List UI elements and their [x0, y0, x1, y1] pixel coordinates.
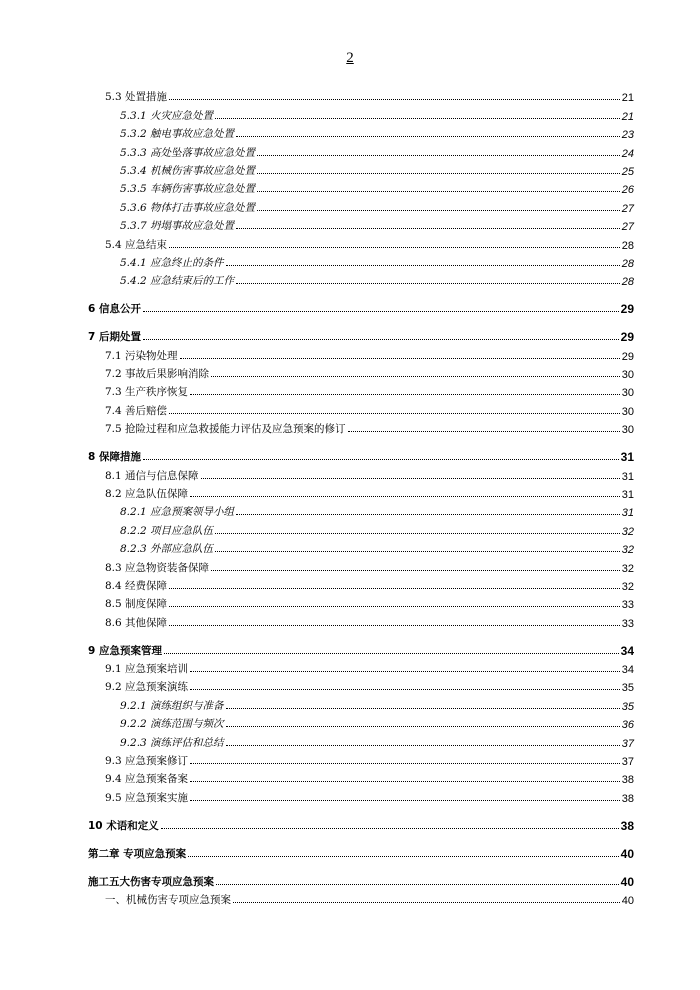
toc-entry-title: 8.6 其他保障 [105, 616, 168, 629]
toc-leader-dots [226, 745, 620, 746]
toc-entry[interactable] [88, 501, 634, 519]
toc-entry[interactable] [88, 786, 634, 804]
toc-leader-dots [211, 376, 620, 377]
toc-entry-page: 32 [621, 525, 634, 538]
toc-entry-page: 25 [621, 165, 634, 178]
toc-entry-title: 5.4 应急结束 [105, 238, 168, 251]
toc-leader-dots [236, 228, 620, 229]
toc-entry-page: 28 [621, 276, 634, 289]
toc-leader-dots [216, 884, 619, 885]
toc-entry-page: 33 [621, 617, 634, 630]
toc-entry-page: 33 [621, 599, 634, 612]
toc-entry-page: 31 [621, 507, 634, 520]
toc-entry[interactable] [88, 768, 634, 786]
toc-entry-title: 5.3.6 物体打击事故应急处置 [120, 201, 256, 214]
toc-entry-title: 9.2 应急预案演练 [105, 681, 189, 694]
toc-entry-page: 38 [620, 818, 634, 833]
toc-entry-page: 29 [620, 302, 634, 317]
toc-entry-title: 5.4.2 应急结束后的工作 [120, 275, 235, 288]
toc-entry-title: 8.2.2 项目应急队伍 [120, 524, 214, 537]
toc-entry-title: 一、机械伤害专项应急预案 [105, 894, 231, 907]
toc-leader-dots [169, 247, 620, 248]
toc-leader-dots [201, 478, 620, 479]
toc-entry-page: 30 [621, 369, 634, 382]
toc-entry-page: 26 [621, 184, 634, 197]
toc-entry[interactable] [88, 196, 634, 214]
toc-entry-page: 21 [621, 110, 634, 123]
toc-entry[interactable] [88, 141, 634, 159]
toc-entry-page: 27 [621, 221, 634, 234]
toc-entry[interactable] [88, 363, 634, 381]
toc-entry-page: 27 [621, 202, 634, 215]
toc-entry-page: 31 [620, 450, 634, 465]
toc-entry[interactable] [88, 639, 634, 657]
toc-entry-title: 7.3 生产秩序恢复 [105, 386, 189, 399]
toc-entry-title: 9.4 应急预案备案 [105, 773, 189, 786]
toc-leader-dots [257, 155, 620, 156]
toc-entry-page: 40 [621, 895, 634, 908]
toc-entry[interactable] [88, 870, 634, 888]
table-of-contents [88, 86, 634, 907]
toc-entry[interactable] [88, 676, 634, 694]
toc-entry[interactable] [88, 399, 634, 417]
toc-entry-page: 32 [621, 562, 634, 575]
toc-entry[interactable] [88, 750, 634, 768]
toc-entry[interactable] [88, 215, 634, 233]
toc-entry[interactable] [88, 298, 634, 316]
toc-entry-title: 5.3.5 车辆伤害事故应急处置 [120, 183, 256, 196]
toc-entry-title: 8.5 制度保障 [105, 598, 168, 611]
toc-leader-dots [215, 533, 620, 534]
toc-entry-page: 40 [620, 874, 634, 889]
toc-entry-title: 8.2.1 应急预案领导小组 [120, 506, 235, 519]
toc-entry[interactable] [88, 381, 634, 399]
toc-leader-dots [226, 726, 620, 727]
toc-entry-page: 30 [621, 424, 634, 437]
toc-entry-page: 32 [621, 544, 634, 557]
toc-entry-page: 28 [621, 257, 634, 270]
toc-entry-title: 10 术语和定义 [88, 819, 159, 832]
toc-entry[interactable] [88, 418, 634, 436]
toc-entry-page: 21 [621, 92, 634, 105]
toc-leader-dots [257, 173, 620, 174]
toc-leader-dots [169, 606, 620, 607]
toc-leader-dots [169, 413, 620, 414]
toc-entry[interactable] [88, 814, 634, 832]
toc-entry[interactable] [88, 464, 634, 482]
toc-leader-dots [190, 763, 620, 764]
toc-entry-page: 35 [621, 700, 634, 713]
toc-entry-title: 9.2.2 演练范围与频次 [120, 718, 224, 731]
toc-leader-dots [143, 339, 619, 340]
toc-entry[interactable] [88, 270, 634, 288]
toc-leader-dots [257, 210, 620, 211]
toc-entry-title: 8.3 应急物资装备保障 [105, 561, 210, 574]
toc-leader-dots [226, 265, 620, 266]
toc-entry-title: 5.3.3 高处坠落事故应急处置 [120, 146, 256, 159]
toc-entry-page: 34 [621, 664, 634, 677]
toc-entry-title: 9.2.3 演练评估和总结 [120, 736, 224, 749]
toc-entry[interactable] [88, 694, 634, 712]
toc-entry-title: 5.3.2 触电事故应急处置 [120, 128, 235, 141]
toc-leader-dots [190, 689, 620, 690]
toc-leader-dots [143, 459, 619, 460]
toc-entry-title: 9.5 应急预案实施 [105, 791, 189, 804]
toc-entry[interactable] [88, 86, 634, 104]
toc-leader-dots [190, 671, 620, 672]
toc-entry-page: 29 [620, 330, 634, 345]
toc-entry-page: 29 [621, 350, 634, 363]
toc-entry-title: 8 保障措施 [88, 451, 141, 464]
toc-entry[interactable] [88, 519, 634, 537]
toc-entry[interactable] [88, 160, 634, 178]
toc-entry[interactable] [88, 593, 634, 611]
toc-entry-title: 7 后期处置 [88, 331, 141, 344]
toc-entry-title: 5.3.4 机械伤害事故应急处置 [120, 164, 256, 177]
toc-leader-dots [348, 431, 620, 432]
toc-entry-page: 31 [621, 488, 634, 501]
toc-entry-page: 34 [620, 643, 634, 658]
toc-entry-page: 32 [621, 580, 634, 593]
toc-leader-dots [188, 856, 618, 857]
toc-entry[interactable] [88, 483, 634, 501]
toc-entry-title: 9 应急预案管理 [88, 644, 162, 657]
toc-entry-page: 30 [621, 387, 634, 400]
toc-leader-dots [190, 781, 620, 782]
toc-leader-dots [169, 99, 620, 100]
toc-entry-title: 8.2.3 外部应急队伍 [120, 543, 214, 556]
toc-entry-page: 37 [621, 737, 634, 750]
toc-entry-page: 23 [621, 129, 634, 142]
toc-leader-dots [226, 708, 620, 709]
toc-entry-title: 第二章 专项应急预案 [88, 847, 187, 860]
toc-leader-dots [190, 496, 620, 497]
toc-entry-title: 9.1 应急预案培训 [105, 663, 189, 676]
toc-entry[interactable] [88, 556, 634, 574]
toc-entry[interactable] [88, 713, 634, 731]
toc-entry[interactable] [88, 326, 634, 344]
toc-entry-page: 28 [621, 239, 634, 252]
page-number: 2 [346, 50, 354, 66]
toc-entry-title: 6 信息公开 [88, 303, 141, 316]
toc-entry[interactable] [88, 252, 634, 270]
toc-entry[interactable] [88, 178, 634, 196]
toc-leader-dots [215, 551, 620, 552]
toc-entry-page: 40 [620, 846, 634, 861]
toc-leader-dots [211, 570, 620, 571]
toc-entry[interactable] [88, 446, 634, 464]
toc-entry-title: 8.1 通信与信息保障 [105, 469, 199, 482]
toc-leader-dots [236, 136, 620, 137]
toc-entry[interactable] [88, 104, 634, 122]
toc-leader-dots [169, 588, 620, 589]
toc-leader-dots [236, 283, 620, 284]
toc-entry-page: 35 [621, 682, 634, 695]
toc-entry[interactable] [88, 658, 634, 676]
toc-entry-page: 36 [621, 719, 634, 732]
toc-entry-title: 5.4.1 应急终止的条件 [120, 256, 224, 269]
toc-entry-title: 5.3 处置措施 [105, 91, 168, 104]
toc-leader-dots [236, 514, 620, 515]
toc-entry-page: 38 [621, 774, 634, 787]
toc-entry-page: 37 [621, 756, 634, 769]
toc-entry-title: 9.2.1 演练组织与准备 [120, 699, 224, 712]
toc-entry[interactable] [88, 889, 634, 907]
toc-entry[interactable] [88, 344, 634, 362]
toc-leader-dots [215, 118, 620, 119]
toc-entry-title: 5.3.7 坍塌事故应急处置 [120, 220, 235, 233]
toc-entry-title: 5.3.1 火灾应急处置 [120, 109, 214, 122]
toc-leader-dots [180, 358, 620, 359]
toc-leader-dots [164, 653, 619, 654]
toc-entry[interactable] [88, 575, 634, 593]
toc-entry-title: 9.3 应急预案修订 [105, 755, 189, 768]
toc-entry[interactable] [88, 731, 634, 749]
toc-entry-page: 38 [621, 792, 634, 805]
toc-entry[interactable] [88, 538, 634, 556]
toc-entry[interactable] [88, 611, 634, 629]
toc-entry[interactable] [88, 123, 634, 141]
toc-entry-title: 7.2 事故后果影响消除 [105, 368, 210, 381]
toc-entry-page: 24 [621, 147, 634, 160]
toc-leader-dots [169, 625, 620, 626]
toc-entry-title: 8.2 应急队伍保障 [105, 487, 189, 500]
toc-leader-dots [143, 311, 619, 312]
toc-leader-dots [233, 902, 620, 903]
toc-entry-page: 30 [621, 405, 634, 418]
toc-entry-title: 7.5 抢险过程和应急救援能力评估及应急预案的修订 [105, 423, 346, 436]
toc-leader-dots [190, 800, 620, 801]
toc-leader-dots [161, 828, 619, 829]
toc-entry-title: 7.1 污染物处理 [105, 349, 178, 362]
toc-entry-title: 施工五大伤害专项应急预案 [88, 875, 214, 888]
toc-entry-title: 8.4 经费保障 [105, 579, 168, 592]
toc-entry[interactable] [88, 842, 634, 860]
toc-entry-title: 7.4 善后赔偿 [105, 404, 168, 417]
toc-entry[interactable] [88, 233, 634, 251]
toc-entry-page: 31 [621, 470, 634, 483]
toc-leader-dots [190, 394, 620, 395]
toc-leader-dots [257, 191, 620, 192]
